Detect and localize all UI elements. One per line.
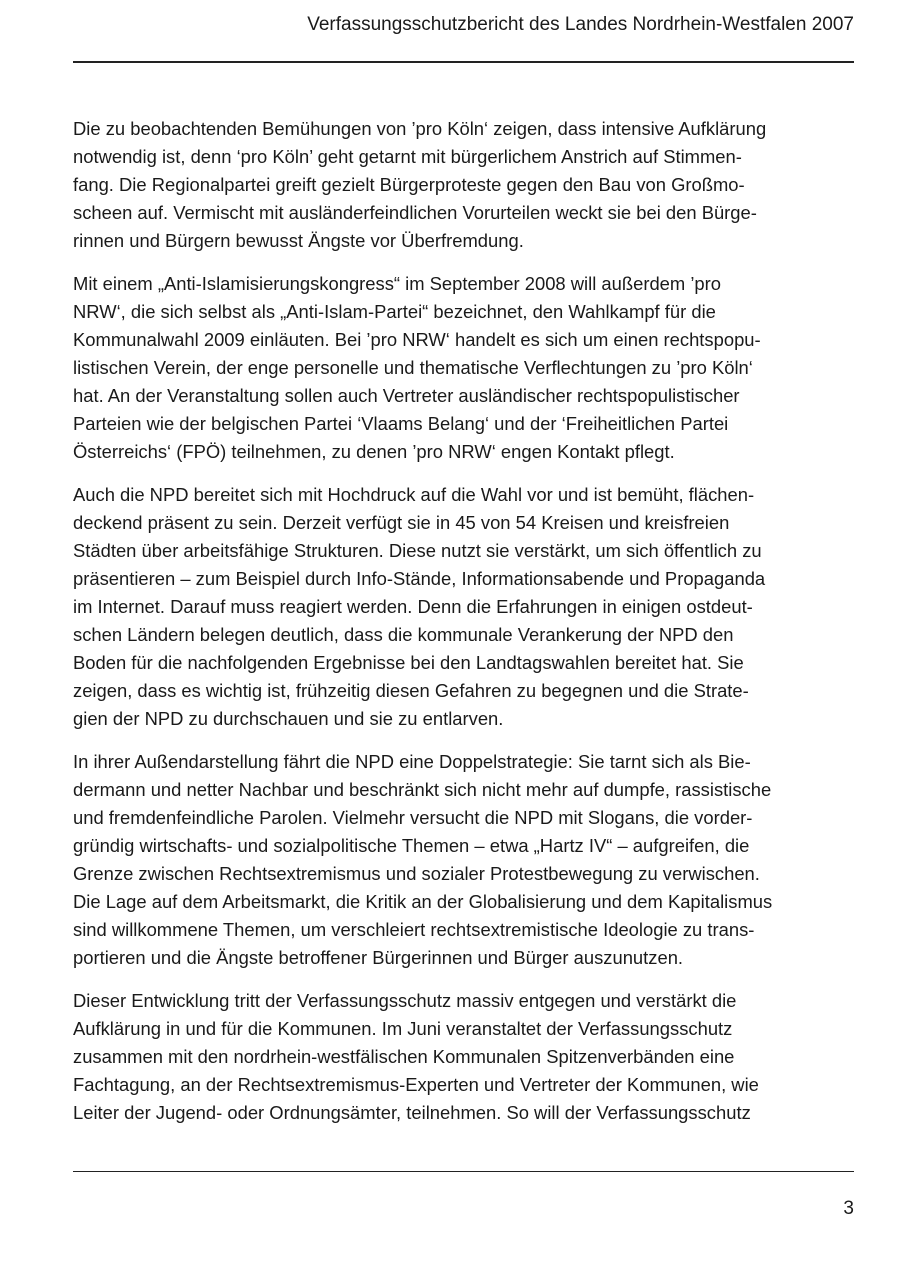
text-line: und fremdenfeindliche Parolen. Vielmehr versucht die NPD mit Slogans, die vorder- (73, 807, 753, 828)
text-line: gien der NPD zu durchschauen und sie zu entlarven. (73, 708, 504, 729)
text-line: notwendig ist, denn ‘pro Köln’ geht getarnt mit bürgerlichem Anstrich auf Stimmen- (73, 146, 742, 167)
text-line: Aufklärung in und für die Kommunen. Im Juni veranstaltet der Verfassungsschutz (73, 1018, 733, 1039)
text-line: Mit einem „Anti-Islamisierungskongress“ im September 2008 will außerdem ’pro (73, 273, 722, 294)
footer-divider (73, 1171, 854, 1172)
text-line: gründig wirtschafts- und sozialpolitische Themen – etwa „Hartz IV“ – aufgreifen, die (73, 835, 750, 856)
text-line: sind willkommene Themen, um verschleiert rechtsextremistische Ideologie zu trans- (73, 919, 755, 940)
paragraph (73, 115, 854, 255)
text-line: hat. An der Veranstaltung sollen auch Vertreter ausländischer rechtspopulistischer (73, 385, 740, 406)
text-line: Kommunalwahl 2009 einläuten. Bei ’pro NRW‘ handelt es sich um einen rechtspopu- (73, 329, 761, 350)
paragraph (73, 748, 854, 972)
text-line: im Internet. Darauf muss reagiert werden. Denn die Erfahrungen in einigen ostdeut- (73, 596, 753, 617)
text-line: Auch die NPD bereitet sich mit Hochdruck auf die Wahl vor und ist bemüht, flächen- (73, 484, 755, 505)
text-line: Leiter der Jugend- oder Ordnungsämter, teilnehmen. So will der Verfassungsschutz (73, 1102, 751, 1123)
text-line: Fachtagung, an der Rechtsextremismus-Experten und Vertreter der Kommunen, wie (73, 1074, 759, 1095)
text-line: In ihrer Außendarstellung fährt die NPD eine Doppelstrategie: Sie tarnt sich als Bie- (73, 751, 751, 772)
text-line: Österreichs‘ (FPÖ) teilnehmen, zu denen ’pro NRW‘ engen Kontakt pflegt. (73, 441, 675, 462)
text-line: Boden für die nachfolgenden Ergebnisse bei den Landtagswahlen bereitet hat. Sie (73, 652, 744, 673)
paragraph (73, 481, 854, 733)
text-line: scheen auf. Vermischt mit ausländerfeindlichen Vorurteilen weckt sie bei den Bürge- (73, 202, 757, 223)
text-line: dermann und netter Nachbar und beschränkt sich nicht mehr auf dumpfe, rassistische (73, 779, 772, 800)
text-line: deckend präsent zu sein. Derzeit verfügt sie in 45 von 54 Kreisen und kreisfreien (73, 512, 730, 533)
text-line: portieren und die Ängste betroffener Bürgerinnen und Bürger auszunutzen. (73, 947, 684, 968)
text-line: fang. Die Regionalpartei greift gezielt Bürgerproteste gegen den Bau von Großmo- (73, 174, 745, 195)
paragraph (73, 987, 854, 1127)
text-line: Parteien wie der belgischen Partei ‘Vlaams Belang‘ und der ‘Freiheitlichen Partei (73, 413, 729, 434)
page-header-title: Verfassungsschutzbericht des Landes Nordrhein-Westfalen 2007 (307, 14, 854, 35)
paragraph (73, 270, 854, 466)
text-line: Grenze zwischen Rechtsextremismus und sozialer Protestbewegung zu verwischen. (73, 863, 760, 884)
text-line: NRW‘, die sich selbst als „Anti-Islam-Partei“ bezeichnet, den Wahlkampf für die (73, 301, 716, 322)
text-line: zusammen mit den nordrhein-westfälischen Kommunalen Spitzenverbänden eine (73, 1046, 735, 1067)
header-divider (73, 61, 854, 63)
text-line: listischen Verein, der enge personelle und thematische Verflechtungen zu ’pro Köln‘ (73, 357, 753, 378)
text-line: Dieser Entwicklung tritt der Verfassungsschutz massiv entgegen und verstärkt die (73, 990, 737, 1011)
text-line: Städten über arbeitsfähige Strukturen. Diese nutzt sie verstärkt, um sich öffentlich zu (73, 540, 762, 561)
text-line: Die zu beobachtenden Bemühungen von ’pro Köln‘ zeigen, dass intensive Aufklärung (73, 118, 767, 139)
text-line: Die Lage auf dem Arbeitsmarkt, die Kritik an der Globalisierung und dem Kapitalismus (73, 891, 773, 912)
page-number: 3 (843, 1198, 854, 1219)
body-text (73, 115, 854, 1142)
text-line: schen Ländern belegen deutlich, dass die kommunale Verankerung der NPD den (73, 624, 734, 645)
text-line: zeigen, dass es wichtig ist, frühzeitig diesen Gefahren zu begegnen und die Strate- (73, 680, 749, 701)
text-line: rinnen und Bürgern bewusst Ängste vor Überfremdung. (73, 230, 524, 251)
text-line: präsentieren – zum Beispiel durch Info-Stände, Informationsabende und Propaganda (73, 568, 766, 589)
